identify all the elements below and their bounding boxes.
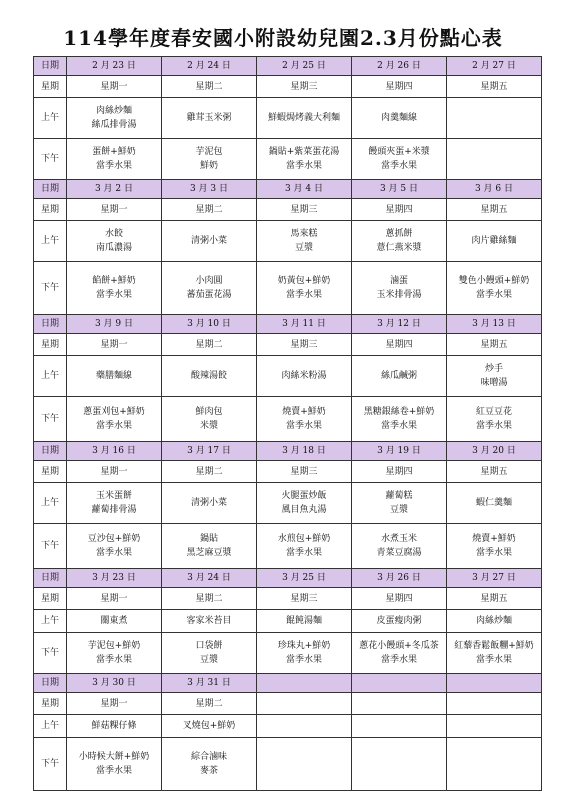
am-snack-row: [34, 610, 542, 633]
cell-line: 當季水果: [95, 766, 132, 776]
cell-line: 炒手: [484, 364, 503, 374]
am-snack-cell: [67, 221, 162, 262]
weekday-cell: 星期五: [447, 199, 542, 221]
am-snack-cell: [447, 715, 542, 738]
am-snack-cell: [162, 483, 257, 524]
am-snack-cell: [67, 98, 162, 139]
date-cell: 3 月 16 日: [67, 442, 162, 461]
date-cell: 3 月 12 日: [352, 315, 447, 334]
row-label-am: 上午: [34, 483, 67, 524]
cell-line: 蔥花小饅頭+冬瓜茶: [359, 641, 439, 651]
pm-snack-cell: [352, 524, 447, 569]
weekday-cell: 星期五: [447, 461, 542, 483]
weekday-cell: 星期一: [67, 461, 162, 483]
cell-line: 叉燒包+鮮奶: [182, 721, 236, 731]
weekday-cell: 星期四: [352, 199, 447, 221]
pm-snack-row: [34, 397, 542, 442]
am-snack-cell: [257, 356, 352, 397]
pm-snack-cell: [352, 738, 447, 791]
weekday-cell: 星期一: [67, 588, 162, 610]
cell-line: 滷蛋: [389, 276, 408, 286]
cell-line: 當季水果: [475, 655, 512, 665]
pm-snack-cell: [162, 738, 257, 791]
row-label-date: 日期: [34, 569, 67, 588]
am-snack-cell: [257, 483, 352, 524]
weekday-cell: 星期二: [162, 693, 257, 715]
cell-line: 鍋貼+紫菜蛋花湯: [268, 147, 340, 157]
cell-line: 當季水果: [95, 655, 132, 665]
cell-line: 風目魚丸湯: [281, 505, 327, 515]
cell-line: 肉羹麵線: [380, 113, 417, 123]
cell-line: 蝦仁羹麵: [475, 498, 512, 508]
date-cell: 3 月 19 日: [352, 442, 447, 461]
weekday-cell: 星期二: [162, 334, 257, 356]
am-snack-cell: [447, 356, 542, 397]
weekday-cell: [447, 693, 542, 715]
am-snack-row: [34, 221, 542, 262]
cell-line: 當季水果: [285, 421, 322, 431]
pm-snack-cell: [67, 738, 162, 791]
date-cell: 3 月 31 日: [162, 674, 257, 693]
row-label-pm: 下午: [34, 524, 67, 569]
weekday-cell: 星期四: [352, 76, 447, 98]
date-cell: 3 月 2 日: [67, 180, 162, 199]
weekday-row: [34, 334, 542, 356]
weekday-cell: 星期一: [67, 334, 162, 356]
date-cell: 3 月 24 日: [162, 569, 257, 588]
cell-line: 當季水果: [95, 421, 132, 431]
menu-body: [34, 57, 542, 791]
am-snack-cell: [67, 356, 162, 397]
cell-line: 肉片雞絲麵: [471, 236, 517, 246]
am-snack-row: [34, 715, 542, 738]
weekday-row: [34, 76, 542, 98]
cell-line: 當季水果: [285, 548, 322, 558]
cell-line: 絲瓜排骨湯: [91, 120, 137, 130]
weekday-row: [34, 461, 542, 483]
am-snack-cell: [162, 221, 257, 262]
pm-snack-cell: [352, 262, 447, 315]
cell-line: 當季水果: [95, 290, 132, 300]
date-cell: 2 月 23 日: [67, 57, 162, 76]
cell-line: 酸辣湯餃: [190, 371, 227, 381]
cell-line: 蛋餅+鮮奶: [92, 147, 136, 157]
date-row: [34, 180, 542, 199]
weekday-cell: 星期四: [352, 461, 447, 483]
am-snack-cell: [162, 715, 257, 738]
row-label-weekday: 星期: [34, 334, 67, 356]
date-cell: 3 月 11 日: [257, 315, 352, 334]
cell-line: 馬來糕: [290, 229, 318, 239]
am-snack-cell: [67, 483, 162, 524]
cell-line: 青菜豆腐湯: [376, 548, 422, 558]
cell-line: 蘿蔔糕: [385, 491, 413, 501]
row-label-weekday: 星期: [34, 693, 67, 715]
row-label-weekday: 星期: [34, 461, 67, 483]
cell-line: 黑糖銀絲卷+鮮奶: [363, 407, 435, 417]
pm-snack-row: [34, 633, 542, 674]
cell-line: 豆漿: [294, 243, 313, 253]
weekday-row: [34, 693, 542, 715]
pm-snack-row: [34, 738, 542, 791]
cell-line: 餡餅+鮮奶: [92, 276, 136, 286]
am-snack-cell: [352, 221, 447, 262]
row-label-date: 日期: [34, 57, 67, 76]
cell-line: 豆沙包+鮮奶: [87, 534, 141, 544]
cell-line: 蘿蔔排骨湯: [91, 505, 137, 515]
cell-line: 蕃茄蛋花湯: [186, 290, 232, 300]
cell-line: 玉米蛋餅: [95, 491, 132, 501]
cell-line: 肉絲米粉湯: [281, 371, 327, 381]
cell-line: 水餃: [104, 229, 123, 239]
cell-line: 當季水果: [475, 421, 512, 431]
cell-line: 紅藜香鬆飯糰+鮮奶: [454, 641, 534, 651]
cell-line: 薏仁燕米漿: [376, 243, 422, 253]
cell-line: 當季水果: [380, 421, 417, 431]
cell-line: 黑芝麻豆漿: [186, 548, 232, 558]
cell-line: 小肉圓: [195, 276, 223, 286]
weekday-cell: 星期五: [447, 76, 542, 98]
date-cell: 3 月 26 日: [352, 569, 447, 588]
date-cell: [352, 674, 447, 693]
date-cell: 2 月 27 日: [447, 57, 542, 76]
pm-snack-cell: [352, 633, 447, 674]
weekday-cell: 星期一: [67, 76, 162, 98]
cell-line: 豆漿: [389, 505, 408, 515]
page-title: 114學年度春安國小附設幼兒園2.3月份點心表: [63, 26, 503, 50]
weekday-cell: 星期二: [162, 588, 257, 610]
am-snack-cell: [67, 715, 162, 738]
row-label-am: 上午: [34, 221, 67, 262]
am-snack-cell: [162, 610, 257, 633]
date-cell: 3 月 9 日: [67, 315, 162, 334]
pm-snack-cell: [352, 397, 447, 442]
date-cell: 3 月 13 日: [447, 315, 542, 334]
am-snack-cell: [352, 610, 447, 633]
cell-line: 當季水果: [95, 548, 132, 558]
cell-line: 當季水果: [380, 161, 417, 171]
date-cell: 3 月 3 日: [162, 180, 257, 199]
row-label-date: 日期: [34, 674, 67, 693]
cell-line: 當季水果: [475, 548, 512, 558]
cell-line: 鍋貼: [199, 534, 218, 544]
date-cell: 2 月 25 日: [257, 57, 352, 76]
pm-snack-cell: [67, 139, 162, 180]
cell-line: 當季水果: [285, 655, 322, 665]
date-cell: 3 月 25 日: [257, 569, 352, 588]
weekday-row: [34, 199, 542, 221]
cell-line: 綜合滷味: [190, 752, 227, 762]
row-label-date: 日期: [34, 442, 67, 461]
row-label-pm: 下午: [34, 139, 67, 180]
date-cell: [447, 674, 542, 693]
cell-line: 肉絲炒麵: [95, 106, 132, 116]
am-snack-cell: [352, 715, 447, 738]
weekday-cell: 星期一: [67, 199, 162, 221]
date-cell: 3 月 18 日: [257, 442, 352, 461]
pm-snack-row: [34, 524, 542, 569]
row-label-am: 上午: [34, 98, 67, 139]
pm-snack-cell: [162, 397, 257, 442]
pm-snack-cell: [447, 397, 542, 442]
cell-line: 豆漿: [199, 655, 218, 665]
row-label-weekday: 星期: [34, 76, 67, 98]
row-label-pm: 下午: [34, 738, 67, 791]
weekday-cell: 星期三: [257, 461, 352, 483]
cell-line: 藥膳麵線: [95, 371, 132, 381]
row-label-am: 上午: [34, 356, 67, 397]
cell-line: 紅豆豆花: [475, 407, 512, 417]
cell-line: 小時候大餅+鮮奶: [78, 752, 150, 762]
cell-line: 燒賣+鮮奶: [472, 534, 516, 544]
cell-line: 當季水果: [475, 290, 512, 300]
pm-snack-cell: [67, 262, 162, 315]
pm-snack-cell: [162, 633, 257, 674]
row-label-pm: 下午: [34, 633, 67, 674]
date-cell: 2 月 26 日: [352, 57, 447, 76]
date-cell: 3 月 20 日: [447, 442, 542, 461]
cell-line: 南瓜濃湯: [95, 243, 132, 253]
weekday-cell: 星期三: [257, 334, 352, 356]
cell-line: 燒賣+鮮奶: [282, 407, 326, 417]
cell-line: 水煮玉米: [380, 534, 417, 544]
pm-snack-cell: [162, 524, 257, 569]
date-cell: 3 月 6 日: [447, 180, 542, 199]
am-snack-cell: [162, 356, 257, 397]
date-row: [34, 315, 542, 334]
row-label-pm: 下午: [34, 397, 67, 442]
weekday-cell: 星期四: [352, 334, 447, 356]
pm-snack-cell: [447, 262, 542, 315]
am-snack-cell: [67, 610, 162, 633]
row-label-date: 日期: [34, 315, 67, 334]
weekday-cell: 星期四: [352, 588, 447, 610]
am-snack-row: [34, 98, 542, 139]
cell-line: 鮮蝦焗烤義大利麵: [267, 113, 340, 123]
date-row: [34, 57, 542, 76]
pm-snack-cell: [162, 262, 257, 315]
date-cell: 3 月 27 日: [447, 569, 542, 588]
pm-snack-row: [34, 139, 542, 180]
cell-line: 鮮肉包: [195, 407, 223, 417]
pm-snack-cell: [257, 139, 352, 180]
cell-line: 麥茶: [199, 766, 218, 776]
pm-snack-cell: [257, 262, 352, 315]
cell-line: 當季水果: [285, 161, 322, 171]
cell-line: 水煎包+鮮奶: [277, 534, 331, 544]
pm-snack-cell: [162, 139, 257, 180]
am-snack-cell: [352, 98, 447, 139]
pm-snack-cell: [67, 397, 162, 442]
weekday-cell: 星期三: [257, 199, 352, 221]
cell-line: 蔥抓餅: [385, 229, 413, 239]
weekday-cell: 星期二: [162, 199, 257, 221]
row-label-date: 日期: [34, 180, 67, 199]
cell-line: 味噌湯: [480, 378, 508, 388]
cell-line: 鮮奶: [199, 161, 218, 171]
am-snack-cell: [447, 221, 542, 262]
date-cell: 3 月 5 日: [352, 180, 447, 199]
weekday-cell: 星期五: [447, 334, 542, 356]
pm-snack-cell: [67, 633, 162, 674]
weekday-cell: 星期五: [447, 588, 542, 610]
cell-line: 口袋餅: [195, 641, 223, 651]
cell-line: 絲瓜鹹粥: [380, 371, 417, 381]
pm-snack-cell: [447, 524, 542, 569]
weekday-cell: 星期一: [67, 693, 162, 715]
am-snack-row: [34, 483, 542, 524]
date-row: [34, 569, 542, 588]
pm-snack-row: [34, 262, 542, 315]
am-snack-cell: [257, 221, 352, 262]
cell-line: 當季水果: [380, 655, 417, 665]
date-row: [34, 674, 542, 693]
date-row: [34, 442, 542, 461]
cell-line: 饅頭夾蛋+米漿: [368, 147, 430, 157]
date-cell: 3 月 4 日: [257, 180, 352, 199]
cell-line: 奶黃包+鮮奶: [277, 276, 331, 286]
cell-line: 鮮菇粿仔條: [91, 721, 137, 731]
pm-snack-cell: [447, 139, 542, 180]
am-snack-cell: [447, 483, 542, 524]
cell-line: 米漿: [199, 421, 218, 431]
weekday-cell: 星期二: [162, 461, 257, 483]
date-cell: 3 月 23 日: [67, 569, 162, 588]
date-cell: [257, 674, 352, 693]
am-snack-cell: [257, 715, 352, 738]
cell-line: 當季水果: [285, 290, 322, 300]
cell-line: 芋泥包: [195, 147, 223, 157]
date-cell: 3 月 30 日: [67, 674, 162, 693]
weekday-cell: [352, 693, 447, 715]
weekday-cell: 星期三: [257, 588, 352, 610]
am-snack-cell: [257, 610, 352, 633]
pm-snack-cell: [447, 633, 542, 674]
pm-snack-cell: [257, 524, 352, 569]
cell-line: 皮蛋瘦肉粥: [376, 616, 422, 626]
weekday-cell: [257, 693, 352, 715]
cell-line: 玉米排骨湯: [376, 290, 422, 300]
weekday-cell: 星期三: [257, 76, 352, 98]
cell-line: 火腿蛋炒飯: [281, 491, 327, 501]
cell-line: 關東煮: [100, 616, 128, 626]
pm-snack-cell: [67, 524, 162, 569]
am-snack-cell: [257, 98, 352, 139]
date-cell: 3 月 17 日: [162, 442, 257, 461]
am-snack-cell: [447, 98, 542, 139]
date-cell: 2 月 24 日: [162, 57, 257, 76]
cell-line: 餛飩湯麵: [285, 616, 322, 626]
cell-line: 蔥蛋刈包+鮮奶: [83, 407, 145, 417]
cell-line: 肉絲炒麵: [475, 616, 512, 626]
row-label-weekday: 星期: [34, 588, 67, 610]
row-label-am: 上午: [34, 610, 67, 633]
weekday-cell: 星期二: [162, 76, 257, 98]
date-cell: 3 月 10 日: [162, 315, 257, 334]
am-snack-cell: [447, 610, 542, 633]
cell-line: 清粥小菜: [190, 236, 227, 246]
am-snack-cell: [352, 356, 447, 397]
pm-snack-cell: [257, 738, 352, 791]
cell-line: 雙色小饅頭+鮮奶: [458, 276, 530, 286]
weekday-row: [34, 588, 542, 610]
cell-line: 當季水果: [95, 161, 132, 171]
pm-snack-cell: [257, 633, 352, 674]
pm-snack-cell: [352, 139, 447, 180]
row-label-am: 上午: [34, 715, 67, 738]
am-snack-cell: [352, 483, 447, 524]
pm-snack-cell: [257, 397, 352, 442]
am-snack-row: [34, 356, 542, 397]
row-label-weekday: 星期: [34, 199, 67, 221]
cell-line: 雞茸玉米粥: [186, 113, 232, 123]
snack-menu-table: [33, 56, 542, 791]
cell-line: 客家米苔目: [186, 616, 232, 626]
cell-line: 清粥小菜: [190, 498, 227, 508]
row-label-pm: 下午: [34, 262, 67, 315]
cell-line: 芋泥包+鮮奶: [87, 641, 141, 651]
pm-snack-cell: [447, 738, 542, 791]
cell-line: 珍珠丸+鮮奶: [277, 641, 331, 651]
am-snack-cell: [162, 98, 257, 139]
